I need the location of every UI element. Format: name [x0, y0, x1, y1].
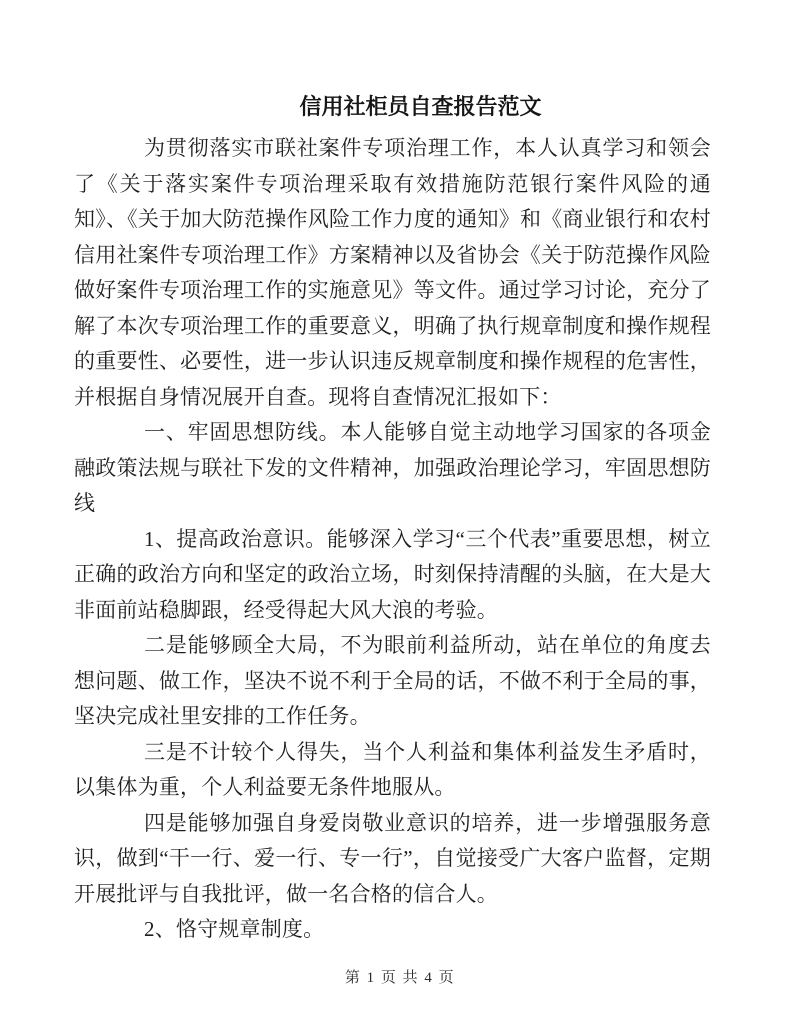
paragraph-item-3: 三是不计较个人得失，当个人利益和集体利益发生矛盾时，以集体为重，个人利益要无条件地服从。	[74, 739, 711, 799]
page-number-footer: 第 1 页 共 4 页	[344, 970, 456, 986]
paragraph-section-2: 2、恪守规章制度。	[144, 917, 325, 941]
paragraph-section-1: 一、牢固思想防线。本人能够自觉主动地学习国家的各项金融政策法规与联社下发的文件精神，加强政治理论学习，牢固思想防线	[74, 420, 711, 515]
document-title: 信用社柜员自查报告范文	[299, 94, 542, 119]
paragraph-item-2: 二是能够顾全大局，不为眼前利益所动，站在单位的角度去想问题、做工作，坚决不说不利于全局的话，不做不利于全局的事，坚决完成社里安排的工作任务。	[74, 633, 711, 728]
document-body	[74, 131, 711, 948]
paragraph-item-1: 1、提高政治意识。能够深入学习“三个代表”重要思想，树立正确的政治方向和坚定的政治立场，时刻保持清醒的头脑，在大是大非面前站稳脚跟，经受得起大风大浪的考验。	[74, 526, 711, 622]
paragraph-intro: 为贯彻落实市联社案件专项治理工作，本人认真学习和领会了《关于落实案件专项治理采取有效措施防范银行案件风险的通知》、《关于加大防范操作风险工作力度的通知》和《商业银行和农村信用社案件专项治理工作》方案精神以及省协会《关于防范操作风险做好案件专项治理工作的实施意见》等文件。通过学习讨论，充分了解了本次专项治理工作的重要意义，明确了执行规章制度和操作规程的重要性、必要性，进一步认识违反规章制度和操作规程的危害性，并根据自身情况展开自查。现将自查情况汇报如下：	[74, 136, 711, 409]
paragraph-item-4: 四是能够加强自身爱岗敬业意识的培养，进一步增强服务意识，做到“干一行、爱一行、专一行”，自觉接受广大客户监督，定期开展批评与自我批评，做一名合格的信合人。	[74, 810, 711, 906]
